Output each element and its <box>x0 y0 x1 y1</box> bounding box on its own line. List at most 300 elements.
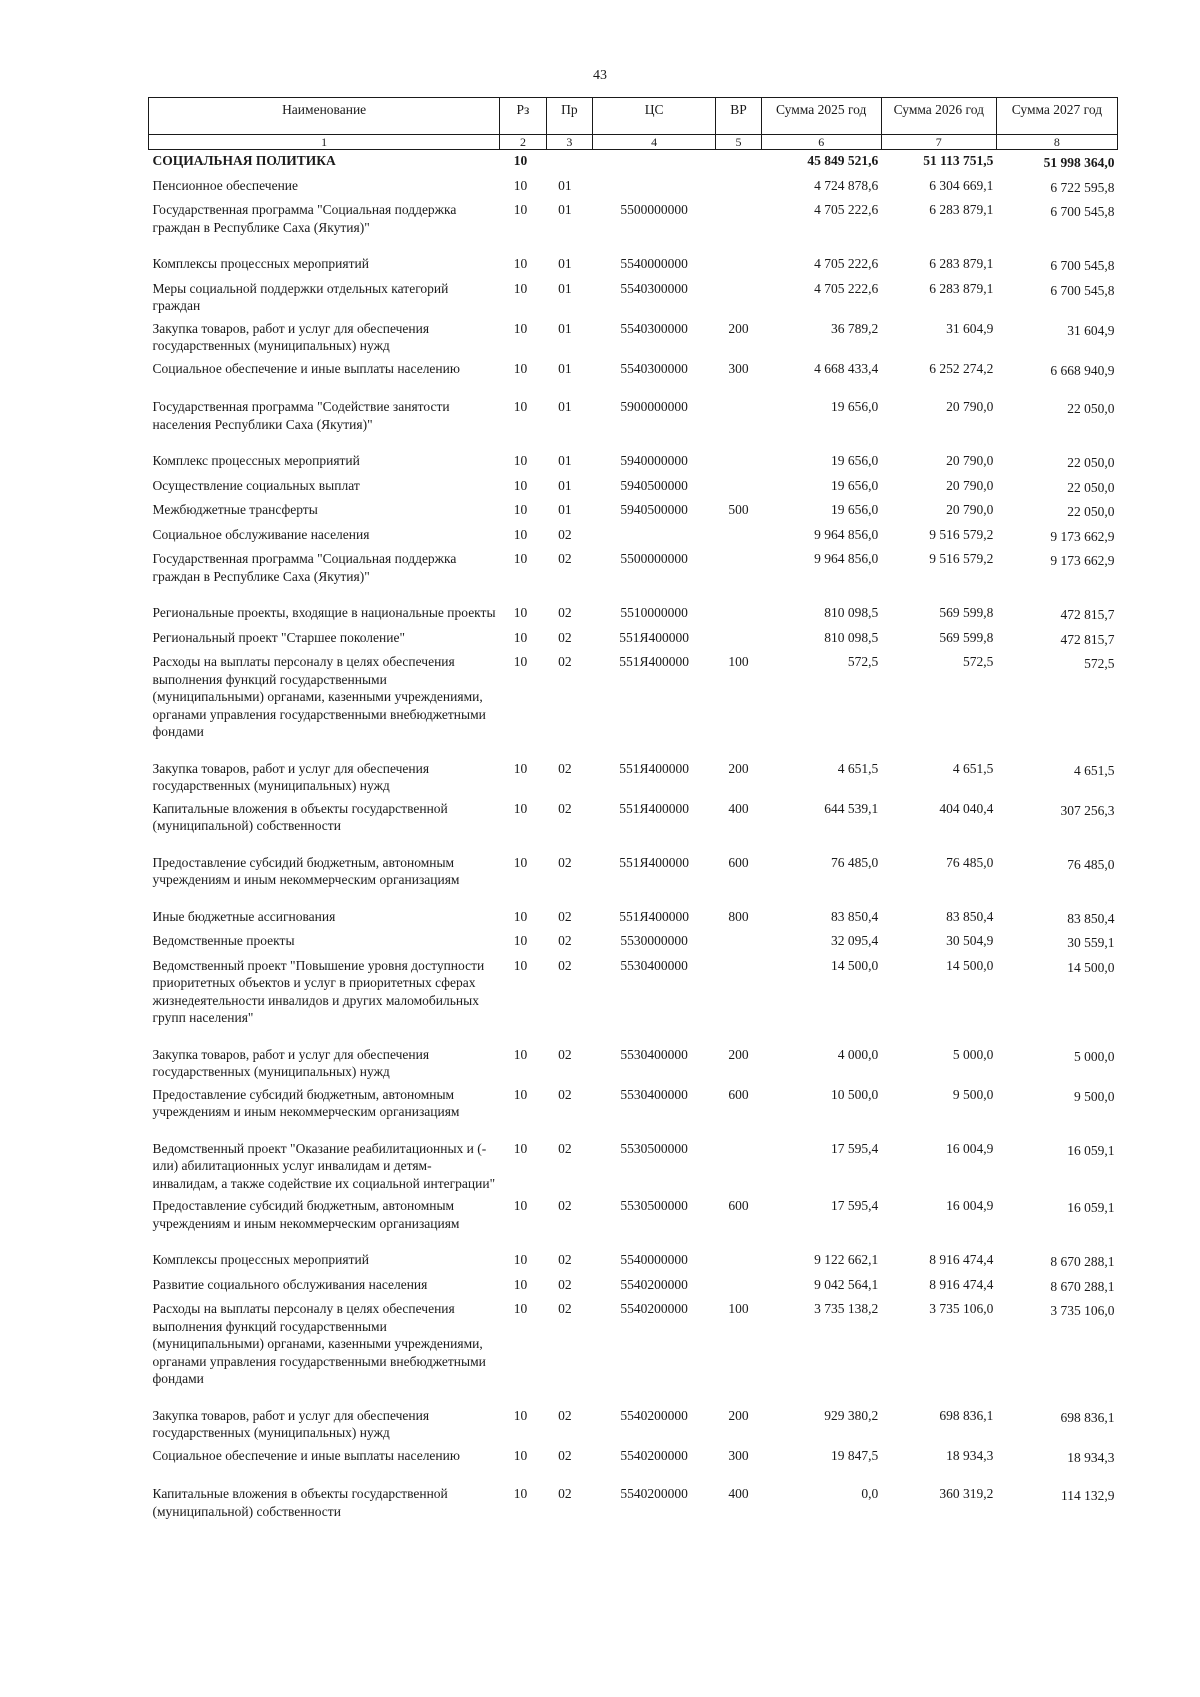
row-sum-2026: 83 850,4 <box>946 908 994 924</box>
row-sum-2026: 16 004,9 <box>946 1198 994 1213</box>
table-row <box>149 318 1118 358</box>
row-sum-2027: 9 173 662,9 <box>1050 553 1115 568</box>
row-rz: 10 <box>513 502 528 517</box>
row-sum-2025: 9 964 856,0 <box>814 551 879 566</box>
table-row <box>149 1445 1118 1470</box>
row-sum-2025: 4 705 222,6 <box>814 202 879 217</box>
row-cs: 5900000000 <box>620 399 688 414</box>
row-pr: 02 <box>558 1086 572 1102</box>
row-name: Предоставление субсидий бюджетным, автономным учреждениям и иным некоммерческим организациям <box>152 1198 460 1231</box>
row-spacer <box>149 1030 1118 1044</box>
row-rz: 10 <box>513 399 528 414</box>
row-sum-2026: 20 790,0 <box>946 399 994 414</box>
row-name: Комплекс процессных мероприятий <box>152 453 360 468</box>
row-rz: 10 <box>513 280 528 296</box>
row-cs: 551Я400000 <box>619 908 690 924</box>
column-number: 7 <box>881 135 996 150</box>
row-rz: 10 <box>513 933 528 948</box>
row-sum-2026: 404 040,4 <box>939 800 994 816</box>
row-sum-2026: 30 504,9 <box>946 933 994 948</box>
row-spacer <box>149 838 1118 852</box>
row-pr: 02 <box>558 760 572 776</box>
row-sum-2026: 6 252 274,2 <box>929 360 994 376</box>
row-rz: 10 <box>513 1198 528 1213</box>
row-sum-2027: 8 670 288,1 <box>1050 1254 1115 1269</box>
row-cs: 5540000000 <box>620 1252 688 1267</box>
row-name: Комплексы процессных мероприятий <box>152 1252 369 1267</box>
row-name: Расходы на выплаты персоналу в целях обеспечения выполнения функций государственными (муниципальными) органами, казенными учреждениями, органами управления государственными внебюджетными фондами <box>152 654 486 739</box>
table-row <box>149 1405 1118 1445</box>
row-rz: 10 <box>513 629 528 645</box>
table-row <box>149 798 1118 838</box>
row-pr: 02 <box>558 1486 572 1501</box>
row-spacer <box>149 436 1118 450</box>
row-pr: 02 <box>558 933 572 948</box>
row-sum-2027: 30 559,1 <box>1067 935 1115 950</box>
table-body <box>149 150 1118 1524</box>
row-sum-2025: 36 789,2 <box>831 320 879 336</box>
row-sum-2025: 4 668 433,4 <box>814 360 879 376</box>
row-cs: 5940500000 <box>620 502 688 517</box>
row-rz: 10 <box>513 1276 528 1292</box>
row-vr <box>716 524 761 549</box>
row-sum-2025: 4 651,5 <box>837 760 879 776</box>
row-sum-2027: 6 668 940,9 <box>1050 362 1115 378</box>
row-sum-2026: 6 283 879,1 <box>929 256 994 271</box>
row-cs: 5540200000 <box>620 1276 688 1292</box>
row-sum-2026: 76 485,0 <box>946 854 994 870</box>
row-sum-2026: 3 735 106,0 <box>929 1301 994 1316</box>
budget-table <box>148 97 1118 1523</box>
row-sum-2026: 31 604,9 <box>946 320 994 336</box>
header-sum-2025: Сумма 2025 год <box>761 98 881 135</box>
row-rz: 10 <box>513 177 528 193</box>
row-rz: 10 <box>513 957 528 973</box>
table-row <box>149 627 1118 652</box>
row-rz: 10 <box>513 760 528 776</box>
table-row <box>149 1274 1118 1299</box>
row-sum-2026: 9 516 579,2 <box>929 551 994 566</box>
header-sum-2026: Сумма 2026 год <box>881 98 996 135</box>
row-rz: 10 <box>513 1252 528 1267</box>
row-pr: 01 <box>558 453 572 468</box>
row-vr <box>716 955 761 1030</box>
row-name: Социальное обслуживание населения <box>152 526 370 542</box>
row-sum-2026: 5 000,0 <box>952 1046 994 1062</box>
row-sum-2025: 810 098,5 <box>824 629 879 645</box>
row-sum-2027: 22 050,0 <box>1067 401 1115 416</box>
row-sum-2025: 9 042 564,1 <box>814 1276 879 1292</box>
row-spacer <box>149 892 1118 906</box>
row-rz: 10 <box>513 1086 528 1102</box>
row-cs: 5540200000 <box>620 1447 688 1463</box>
row-name: Закупка товаров, работ и услуг для обеспечения государственных (муниципальных) нужд <box>152 1046 430 1079</box>
row-sum-2027: 8 670 288,1 <box>1050 1278 1115 1294</box>
table-header-row <box>149 98 1118 135</box>
row-sum-2025: 644 539,1 <box>824 800 879 816</box>
row-pr: 02 <box>558 854 572 870</box>
table-row <box>149 906 1118 931</box>
row-name: Ведомственный проект "Повышение уровня доступности приоритетных объектов и услуг в приоритетных сферах жизнедеятельности инвалидов и других маломобильных групп населения" <box>152 957 485 1025</box>
row-vr <box>716 150 761 175</box>
row-vr: 200 <box>728 1046 749 1062</box>
row-name: Государственная программа "Содействие занятости населения Республики Саха (Якутия)" <box>152 399 450 432</box>
row-rz: 10 <box>513 1407 528 1423</box>
row-sum-2027: 22 050,0 <box>1067 479 1115 495</box>
row-name: Государственная программа "Социальная поддержка граждан в Республике Саха (Якутия)" <box>152 551 457 584</box>
table-row <box>149 852 1118 892</box>
row-cs: 551Я400000 <box>619 654 690 669</box>
row-name: Меры социальной поддержки отдельных категорий граждан <box>152 280 449 313</box>
row-cs: 5530400000 <box>620 957 688 973</box>
row-sum-2027: 572,5 <box>1084 656 1115 671</box>
row-cs <box>593 524 716 549</box>
row-cs: 5540200000 <box>620 1407 688 1423</box>
row-vr <box>716 175 761 200</box>
row-sum-2027: 472 815,7 <box>1060 607 1115 622</box>
row-sum-2026: 4 651,5 <box>952 760 994 776</box>
row-sum-2026: 20 790,0 <box>946 502 994 517</box>
row-rz: 10 <box>513 605 528 620</box>
row-cs: 551Я400000 <box>619 629 690 645</box>
row-vr: 600 <box>728 1198 749 1213</box>
row-vr: 300 <box>728 1447 749 1463</box>
row-pr: 01 <box>558 477 572 493</box>
row-vr <box>716 627 761 652</box>
row-rz: 10 <box>513 1486 528 1501</box>
table-row <box>149 278 1118 318</box>
row-sum-2027: 83 850,4 <box>1067 910 1115 926</box>
row-rz: 10 <box>513 854 528 870</box>
table-row <box>149 651 1118 744</box>
row-sum-2025: 4 724 878,6 <box>814 177 879 193</box>
row-sum-2025: 3 735 138,2 <box>814 1301 879 1316</box>
row-sum-2026: 8 916 474,4 <box>929 1252 994 1267</box>
row-sum-2027: 698 836,1 <box>1060 1409 1115 1425</box>
row-sum-2026: 569 599,8 <box>939 605 994 620</box>
row-vr <box>716 548 761 588</box>
row-cs: 551Я400000 <box>619 854 690 870</box>
row-sum-2027: 76 485,0 <box>1067 856 1115 872</box>
row-vr: 800 <box>728 908 749 924</box>
table-row <box>149 1195 1118 1235</box>
table-row <box>149 930 1118 955</box>
row-cs <box>593 150 716 175</box>
row-pr: 02 <box>558 1140 572 1156</box>
row-cs: 5940000000 <box>620 453 688 468</box>
row-rz: 10 <box>513 800 528 816</box>
row-rz: 10 <box>513 1046 528 1062</box>
row-sum-2027: 114 132,9 <box>1061 1488 1115 1503</box>
table-row <box>149 450 1118 475</box>
table-row <box>149 1044 1118 1084</box>
row-sum-2027: 6 722 595,8 <box>1050 179 1115 195</box>
row-sum-2027: 22 050,0 <box>1067 504 1115 519</box>
row-sum-2026: 9 516 579,2 <box>929 526 994 542</box>
row-cs: 5510000000 <box>620 605 688 620</box>
row-sum-2026: 6 283 879,1 <box>929 280 994 296</box>
row-vr: 600 <box>728 1086 749 1102</box>
row-sum-2025: 45 849 521,6 <box>761 150 881 175</box>
row-name: Ведомственные проекты <box>152 933 295 948</box>
row-spacer <box>149 239 1118 253</box>
row-cs: 5500000000 <box>620 551 688 566</box>
row-sum-2027: 9 173 662,9 <box>1050 528 1115 544</box>
row-vr: 200 <box>728 1407 749 1423</box>
column-number: 6 <box>761 135 881 150</box>
row-pr: 02 <box>558 957 572 973</box>
row-name: Государственная программа "Социальная поддержка граждан в Республике Саха (Якутия)" <box>152 202 457 235</box>
row-name: Региональные проекты, входящие в национальные проекты <box>152 605 496 620</box>
row-pr: 02 <box>558 605 572 620</box>
row-cs <box>593 175 716 200</box>
row-pr: 01 <box>558 399 572 414</box>
table-row <box>149 1138 1118 1196</box>
row-sum-2027: 4 651,5 <box>1074 762 1115 778</box>
row-pr: 02 <box>558 800 572 816</box>
row-sum-2025: 19 656,0 <box>831 477 879 493</box>
row-cs: 5530400000 <box>620 1086 688 1102</box>
row-name: Региональный проект "Старшее поколение" <box>152 629 405 645</box>
row-pr: 02 <box>558 551 572 566</box>
row-vr: 100 <box>728 654 749 669</box>
row-name: Развитие социального обслуживания населения <box>152 1276 428 1292</box>
row-sum-2027: 51 998 364,0 <box>996 150 1117 175</box>
row-vr: 200 <box>728 320 749 336</box>
header-sum-2027: Сумма 2027 год <box>996 98 1117 135</box>
table-row <box>149 358 1118 383</box>
row-pr: 01 <box>558 280 572 296</box>
row-vr <box>716 396 761 436</box>
header-name: Наименование <box>149 98 500 135</box>
page-number: 43 <box>593 68 607 83</box>
row-sum-2025: 9 122 662,1 <box>814 1252 879 1267</box>
row-pr: 02 <box>558 908 572 924</box>
header-pr: Пр <box>546 98 592 135</box>
column-number: 3 <box>546 135 592 150</box>
column-number-row <box>149 135 1118 150</box>
row-sum-2025: 17 595,4 <box>831 1198 879 1213</box>
row-sum-2025: 83 850,4 <box>831 908 879 924</box>
row-name: Закупка товаров, работ и услуг для обеспечения государственных (муниципальных) нужд <box>152 1407 430 1440</box>
table-row <box>149 150 1118 175</box>
table-row <box>149 396 1118 436</box>
table-row <box>149 524 1118 549</box>
row-name: СОЦИАЛЬНАЯ ПОЛИТИКА <box>149 150 500 175</box>
row-name: Предоставление субсидий бюджетным, автономным учреждениям и иным некоммерческим организациям <box>152 854 460 887</box>
row-sum-2026: 14 500,0 <box>946 957 994 973</box>
row-sum-2027: 6 700 545,8 <box>1050 282 1115 298</box>
table-row <box>149 1084 1118 1124</box>
row-pr: 02 <box>558 654 572 669</box>
table-row <box>149 253 1118 278</box>
row-sum-2025: 19 847,5 <box>831 1447 879 1463</box>
row-cs: 551Я400000 <box>619 800 690 816</box>
table-row <box>149 1483 1118 1523</box>
row-name: Закупка товаров, работ и услуг для обеспечения государственных (муниципальных) нужд <box>152 760 430 793</box>
row-cs: 5540200000 <box>620 1301 688 1316</box>
row-sum-2025: 32 095,4 <box>831 933 879 948</box>
row-vr <box>716 930 761 955</box>
row-sum-2025: 9 964 856,0 <box>814 526 879 542</box>
row-sum-2026: 698 836,1 <box>939 1407 994 1423</box>
row-name: Расходы на выплаты персоналу в целях обеспечения выполнения функций государственными (муниципальными) органами, казенными учреждениями, органами управления государственными внебюджетными фондами <box>152 1301 486 1386</box>
row-sum-2025: 19 656,0 <box>831 453 879 468</box>
row-vr <box>716 1274 761 1299</box>
row-cs: 5500000000 <box>620 202 688 217</box>
row-sum-2026: 6 304 669,1 <box>929 177 994 193</box>
row-sum-2025: 4 000,0 <box>837 1046 879 1062</box>
row-sum-2025: 76 485,0 <box>831 854 879 870</box>
table-row <box>149 175 1118 200</box>
row-vr <box>716 602 761 627</box>
row-cs: 5530400000 <box>620 1046 688 1062</box>
row-pr: 02 <box>558 1198 572 1213</box>
row-rz: 10 <box>513 1301 528 1316</box>
row-cs: 5540200000 <box>620 1486 688 1501</box>
row-vr: 400 <box>728 800 749 816</box>
row-sum-2025: 929 380,2 <box>824 1407 879 1423</box>
row-cs: 551Я400000 <box>619 760 690 776</box>
row-vr: 600 <box>728 854 749 870</box>
row-name: Межбюджетные трансферты <box>152 502 318 517</box>
table-row <box>149 1298 1118 1391</box>
row-vr <box>716 253 761 278</box>
row-cs: 5530500000 <box>620 1198 688 1213</box>
row-rz: 10 <box>513 453 528 468</box>
row-vr: 400 <box>728 1486 749 1501</box>
row-spacer <box>149 1235 1118 1249</box>
row-name: Предоставление субсидий бюджетным, автономным учреждениям и иным некоммерческим организациям <box>152 1086 460 1119</box>
row-sum-2027: 18 934,3 <box>1067 1449 1115 1465</box>
column-number: 2 <box>500 135 546 150</box>
row-sum-2026: 20 790,0 <box>946 453 994 468</box>
row-pr: 02 <box>558 526 572 542</box>
table-row <box>149 475 1118 500</box>
row-sum-2025: 17 595,4 <box>831 1140 879 1156</box>
row-pr: 01 <box>558 177 572 193</box>
row-spacer <box>149 744 1118 758</box>
row-sum-2026: 51 113 751,5 <box>881 150 996 175</box>
row-rz: 10 <box>513 1140 528 1156</box>
row-cs: 5540300000 <box>620 280 688 296</box>
row-rz: 10 <box>513 202 528 217</box>
row-sum-2027: 472 815,7 <box>1060 631 1115 647</box>
row-sum-2025: 4 705 222,6 <box>814 256 879 271</box>
row-sum-2027: 6 700 545,8 <box>1050 204 1115 219</box>
row-vr <box>716 450 761 475</box>
row-vr: 100 <box>728 1301 749 1316</box>
row-vr: 200 <box>728 760 749 776</box>
row-sum-2026: 8 916 474,4 <box>929 1276 994 1292</box>
row-sum-2027: 16 059,1 <box>1067 1200 1115 1215</box>
row-sum-2025: 810 098,5 <box>824 605 879 620</box>
row-sum-2025: 19 656,0 <box>831 502 879 517</box>
row-name: Капитальные вложения в объекты государственной (муниципальной) собственности <box>152 800 448 833</box>
row-sum-2025: 572,5 <box>847 654 879 669</box>
row-rz: 10 <box>513 551 528 566</box>
table-row <box>149 199 1118 239</box>
row-sum-2027: 31 604,9 <box>1067 322 1115 338</box>
row-name: Капитальные вложения в объекты государственной (муниципальной) собственности <box>152 1486 448 1519</box>
row-spacer <box>149 1124 1118 1138</box>
column-number: 5 <box>716 135 761 150</box>
row-sum-2026: 360 319,2 <box>939 1486 994 1501</box>
row-name: Ведомственный проект "Оказание реабилитационных и (-или) абилитационных услуг инвалидам и детям-инвалидам, а также содействие их социальной интеграции" <box>152 1140 496 1191</box>
row-sum-2026: 18 934,3 <box>946 1447 994 1463</box>
header-cs: ЦС <box>593 98 716 135</box>
row-cs: 5530500000 <box>620 1140 688 1156</box>
row-sum-2025: 0,0 <box>861 1486 879 1501</box>
row-pr: 01 <box>558 320 572 336</box>
row-pr: 02 <box>558 1252 572 1267</box>
row-pr: 01 <box>558 360 572 376</box>
row-vr <box>716 1138 761 1196</box>
row-sum-2026: 569 599,8 <box>939 629 994 645</box>
row-cs: 5540300000 <box>620 360 688 376</box>
row-pr: 02 <box>558 1046 572 1062</box>
row-pr: 01 <box>558 256 572 271</box>
row-cs: 5540300000 <box>620 320 688 336</box>
row-rz: 10 <box>513 360 528 376</box>
column-number: 8 <box>996 135 1117 150</box>
row-name: Осуществление социальных выплат <box>152 477 360 493</box>
column-number: 1 <box>149 135 500 150</box>
column-number: 4 <box>593 135 716 150</box>
row-sum-2027: 14 500,0 <box>1067 959 1115 975</box>
row-rz: 10 <box>513 1447 528 1463</box>
header-vr: ВР <box>716 98 761 135</box>
row-sum-2025: 4 705 222,6 <box>814 280 879 296</box>
row-sum-2027: 9 500,0 <box>1074 1088 1115 1104</box>
row-cs: 5940500000 <box>620 477 688 493</box>
row-name: Социальное обеспечение и иные выплаты населению <box>152 1447 460 1463</box>
row-vr <box>716 475 761 500</box>
row-sum-2025: 19 656,0 <box>831 399 879 414</box>
row-rz: 10 <box>513 477 528 493</box>
row-sum-2026: 572,5 <box>962 654 994 669</box>
row-rz: 10 <box>513 320 528 336</box>
table-row <box>149 499 1118 524</box>
row-pr: 02 <box>558 1407 572 1423</box>
row-sum-2025: 10 500,0 <box>831 1086 879 1102</box>
row-sum-2027: 5 000,0 <box>1074 1048 1115 1064</box>
row-vr <box>716 278 761 318</box>
table-row <box>149 548 1118 588</box>
row-name: Закупка товаров, работ и услуг для обеспечения государственных (муниципальных) нужд <box>152 320 430 353</box>
row-vr <box>716 1249 761 1274</box>
row-sum-2027: 16 059,1 <box>1067 1142 1115 1158</box>
row-spacer <box>149 382 1118 396</box>
row-name: Социальное обеспечение и иные выплаты населению <box>152 360 460 376</box>
row-sum-2026: 6 283 879,1 <box>929 202 994 217</box>
row-pr: 01 <box>558 502 572 517</box>
row-vr: 500 <box>728 502 749 517</box>
row-pr: 02 <box>558 629 572 645</box>
row-cs: 5530000000 <box>620 933 688 948</box>
row-sum-2026: 16 004,9 <box>946 1140 994 1156</box>
row-sum-2026: 9 500,0 <box>952 1086 994 1102</box>
row-pr: 02 <box>558 1276 572 1292</box>
row-sum-2026: 20 790,0 <box>946 477 994 493</box>
row-rz: 10 <box>513 526 528 542</box>
row-sum-2027: 22 050,0 <box>1067 455 1115 470</box>
row-rz: 10 <box>513 908 528 924</box>
table-row <box>149 758 1118 798</box>
row-sum-2025: 14 500,0 <box>831 957 879 973</box>
row-name: Пенсионное обеспечение <box>152 177 299 193</box>
row-spacer <box>149 588 1118 602</box>
